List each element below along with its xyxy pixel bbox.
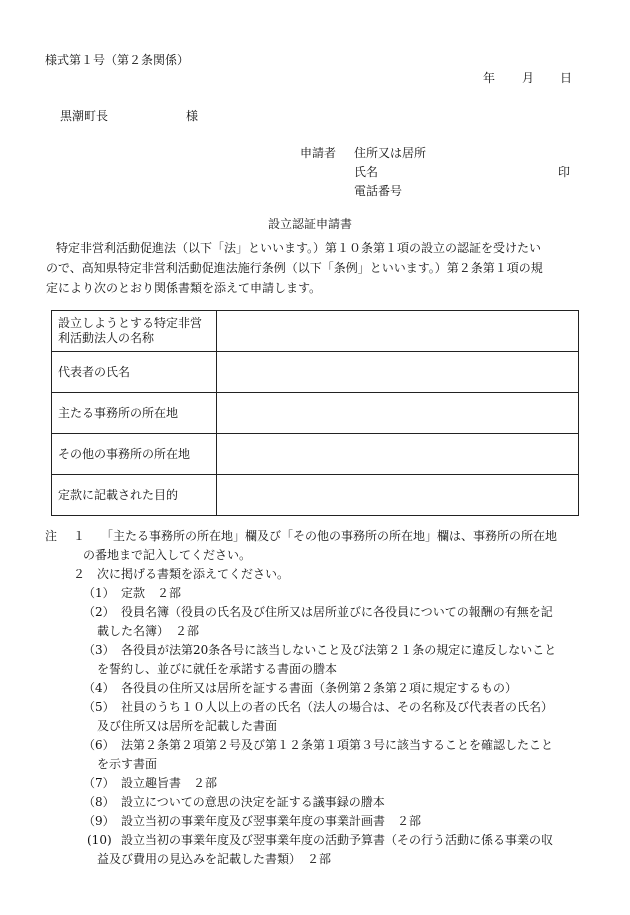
table-row bbox=[52, 475, 579, 516]
note-number: １ bbox=[73, 529, 86, 543]
table-row bbox=[52, 434, 579, 475]
note-text: の番地まで記入してください。 bbox=[83, 548, 252, 562]
notes-prefix: 注 bbox=[45, 529, 58, 543]
row-label-representative: 代表者の氏名 bbox=[52, 352, 217, 393]
item-text: 役員名簿（役員の氏名及び住所又は居所並びに各役員についての報酬の有無を記 bbox=[121, 605, 553, 619]
table-row bbox=[52, 393, 579, 434]
addressee-name: 黒潮町長 bbox=[60, 109, 109, 123]
row-label-other-offices: その他の事務所の所在地 bbox=[52, 434, 217, 475]
item-text: 設立当初の事業年度及び翌事業年度の事業計画書 ２部 bbox=[121, 814, 422, 828]
name-label: 氏名 bbox=[354, 165, 379, 179]
document-title: 設立認証申請書 bbox=[268, 217, 353, 231]
item-number: （2） bbox=[83, 605, 115, 619]
item-number: （3） bbox=[83, 643, 115, 657]
item-text: 各役員が法第20条各号に該当しないこと及び法第２１条の規定に違反しないこと bbox=[121, 643, 557, 657]
table-row bbox=[52, 311, 579, 352]
row-value-main-office[interactable] bbox=[217, 393, 579, 434]
list-item bbox=[45, 584, 605, 603]
item-text: を示す書面 bbox=[97, 757, 158, 771]
list-item-continued bbox=[45, 660, 605, 679]
item-text: 定款 ２部 bbox=[121, 586, 182, 600]
item-text: を誓約し、並びに就任を承諾する書面の謄本 bbox=[97, 662, 338, 676]
applicant-label: 申請者 bbox=[300, 146, 337, 160]
address-label: 住所又は居所 bbox=[354, 146, 427, 160]
item-number: （4） bbox=[83, 681, 115, 695]
list-item bbox=[45, 831, 605, 850]
row-label-purpose: 定款に記載された目的 bbox=[52, 475, 217, 516]
note-line bbox=[45, 546, 605, 565]
item-text: 社員のうち１０人以上の者の氏名（法人の場合は、その名称及び代表者の氏名） bbox=[121, 700, 554, 714]
item-text: 設立当初の事業年度及び翌事業年度の活動予算書（その行う活動に係る事業の収 bbox=[121, 833, 554, 847]
row-label-main-office: 主たる事務所の所在地 bbox=[52, 393, 217, 434]
item-text: 設立趣旨書 ２部 bbox=[121, 776, 218, 790]
body-paragraph bbox=[46, 238, 584, 298]
body-line: ので、高知県特定非営利活動促進法施行条例（以下「条例」といいます。）第２条第１項の規 bbox=[46, 261, 543, 275]
item-number: （6） bbox=[83, 738, 115, 752]
body-line: 定により次のとおり関係書類を添えて申請します。 bbox=[46, 281, 322, 295]
list-item bbox=[45, 793, 605, 812]
application-table bbox=[51, 310, 579, 516]
item-number: （5） bbox=[83, 700, 115, 714]
date-year: 年 bbox=[483, 71, 496, 85]
note-line bbox=[45, 527, 605, 546]
item-number: （8） bbox=[83, 795, 115, 809]
phone-label: 電話番号 bbox=[354, 184, 403, 198]
list-item bbox=[45, 698, 605, 717]
note-text: 次に掲げる書類を添えてください。 bbox=[97, 567, 290, 581]
row-value-org-name[interactable] bbox=[217, 311, 579, 352]
item-number: （1） bbox=[83, 586, 115, 600]
item-text: 載した名簿） ２部 bbox=[97, 624, 200, 638]
list-item bbox=[45, 679, 605, 698]
note-line bbox=[45, 565, 605, 584]
form-number: 様式第１号（第２条関係） bbox=[45, 53, 190, 67]
list-item bbox=[45, 812, 605, 831]
item-text: 法第２条第２項第２号及び第１２条第１項第３号に該当することを確認したこと bbox=[121, 738, 554, 752]
row-value-purpose[interactable] bbox=[217, 475, 579, 516]
item-text: 益及び費用の見込みを記載した書類） ２部 bbox=[97, 852, 332, 866]
note-number: ２ bbox=[73, 567, 86, 581]
list-item bbox=[45, 641, 605, 660]
list-item-continued bbox=[45, 850, 605, 869]
note-text: 「主たる事務所の所在地」欄及び「その他の事務所の所在地」欄は、事務所の所在地 bbox=[101, 529, 558, 543]
list-item-continued bbox=[45, 755, 605, 774]
label-line: 設立しようとする特定非営 bbox=[58, 316, 203, 330]
row-value-representative[interactable] bbox=[217, 352, 579, 393]
item-number: （9） bbox=[83, 814, 115, 828]
list-item bbox=[45, 774, 605, 793]
list-item-continued bbox=[45, 717, 605, 736]
label-line: 利活動法人の名称 bbox=[58, 331, 155, 345]
list-item bbox=[45, 736, 605, 755]
row-value-other-offices[interactable] bbox=[217, 434, 579, 475]
list-item bbox=[45, 603, 605, 622]
item-text: 設立についての意思の決定を証する議事録の謄本 bbox=[121, 795, 385, 809]
list-item-continued bbox=[45, 622, 605, 641]
item-text: 及び住所又は居所を記載した書面 bbox=[97, 719, 278, 733]
date-day: 日 bbox=[560, 71, 573, 85]
item-number: （7） bbox=[83, 776, 115, 790]
row-label-org-name bbox=[52, 311, 217, 352]
date-month: 月 bbox=[522, 71, 535, 85]
notes-section bbox=[45, 527, 605, 869]
item-text: 各役員の住所又は居所を証する書面（条例第２条第２項に規定するもの） bbox=[121, 681, 518, 695]
seal-mark: 印 bbox=[558, 165, 571, 179]
body-line: 特定非営利活動促進法（以下「法」といいます。）第１０条第１項の設立の認証を受けたい bbox=[56, 241, 542, 255]
addressee-honorific: 様 bbox=[186, 109, 199, 123]
table-row bbox=[52, 352, 579, 393]
item-number: (10) bbox=[87, 833, 112, 847]
